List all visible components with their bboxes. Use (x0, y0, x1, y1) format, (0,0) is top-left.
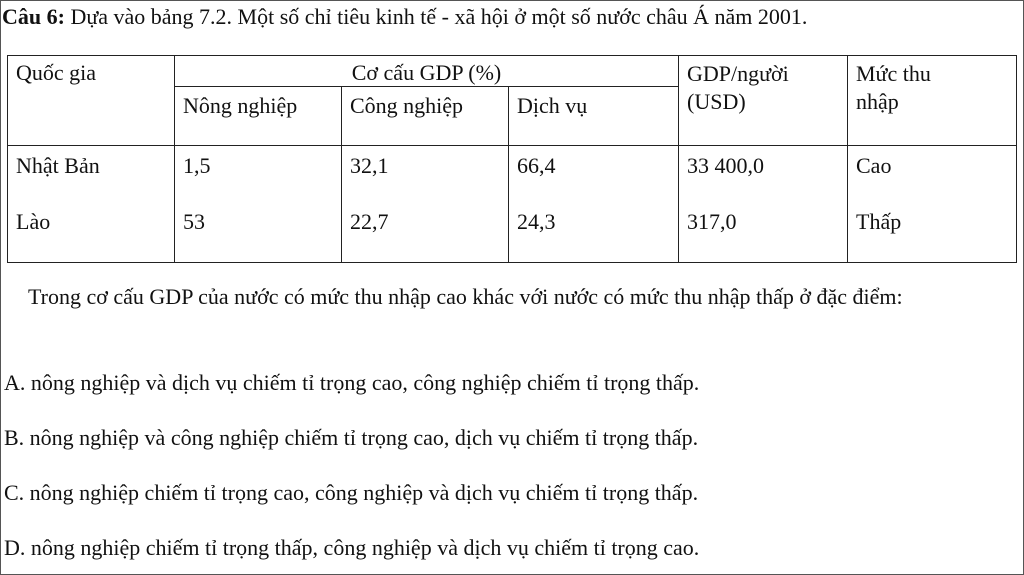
question-number: Câu 6: (2, 4, 65, 29)
table-row-gdp-per-capita: 317,0 (687, 209, 737, 234)
header-gdp-per-capita (679, 56, 848, 146)
table-body-row (8, 146, 1017, 263)
table-header-row (8, 56, 1017, 87)
cell-income (848, 146, 1017, 263)
table-row-industry: 22,7 (350, 209, 389, 234)
cell-country (8, 146, 175, 263)
header-country: Quốc gia (8, 56, 175, 146)
header-gdp-per-capita-line2: (USD) (687, 89, 746, 114)
table-row-services: 66,4 (517, 153, 556, 178)
table-row-industry: 32,1 (350, 153, 389, 178)
cell-agriculture (175, 146, 342, 263)
table-row-income: Cao (856, 153, 892, 178)
table-row-gdp-per-capita: 33 400,0 (687, 153, 764, 178)
header-income-line1: Mức thu (856, 61, 931, 86)
header-services: Dịch vụ (509, 87, 679, 146)
question-header (2, 4, 807, 30)
answer-option-c[interactable]: C. nông nghiệp chiếm tỉ trọng cao, công nghiệp và dịch vụ chiếm tỉ trọng thấp. (4, 480, 699, 505)
header-income-line2: nhập (856, 89, 899, 114)
question-stem: Trong cơ cấu GDP của nước có mức thu nhập cao khác với nước có mức thu nhập thấp ở đặc điểm: (28, 284, 903, 309)
table-row-services: 24,3 (517, 209, 556, 234)
answer-option-d[interactable]: D. nông nghiệp chiếm tỉ trọng thấp, công nghiệp và dịch vụ chiếm tỉ trọng cao. (4, 535, 700, 560)
table-row-country: Nhật Bản (16, 153, 100, 178)
table-row-income: Thấp (856, 209, 902, 234)
table-row-agriculture: 1,5 (183, 153, 211, 178)
answer-option-a[interactable]: A. nông nghiệp và dịch vụ chiếm tỉ trọng cao, công nghiệp chiếm tỉ trọng thấp. (4, 370, 700, 395)
header-income (848, 56, 1017, 146)
header-gdp-per-capita-line1: GDP/người (687, 61, 789, 86)
question-prompt: Dựa vào bảng 7.2. Một số chỉ tiêu kinh tế - xã hội ở một số nước châu Á năm 2001. (70, 4, 808, 29)
cell-services (509, 146, 679, 263)
table-row-agriculture: 53 (183, 209, 205, 234)
economic-indicators-table (7, 55, 1017, 263)
header-agriculture: Nông nghiệp (175, 87, 342, 146)
cell-gdp-per-capita (679, 146, 848, 263)
cell-industry (342, 146, 509, 263)
header-gdp-structure: Cơ cấu GDP (%) (175, 56, 679, 87)
table-row-country: Lào (16, 209, 51, 234)
header-industry: Công nghiệp (342, 87, 509, 146)
answer-option-b[interactable]: B. nông nghiệp và công nghiệp chiếm tỉ trọng cao, dịch vụ chiếm tỉ trọng thấp. (4, 425, 699, 450)
